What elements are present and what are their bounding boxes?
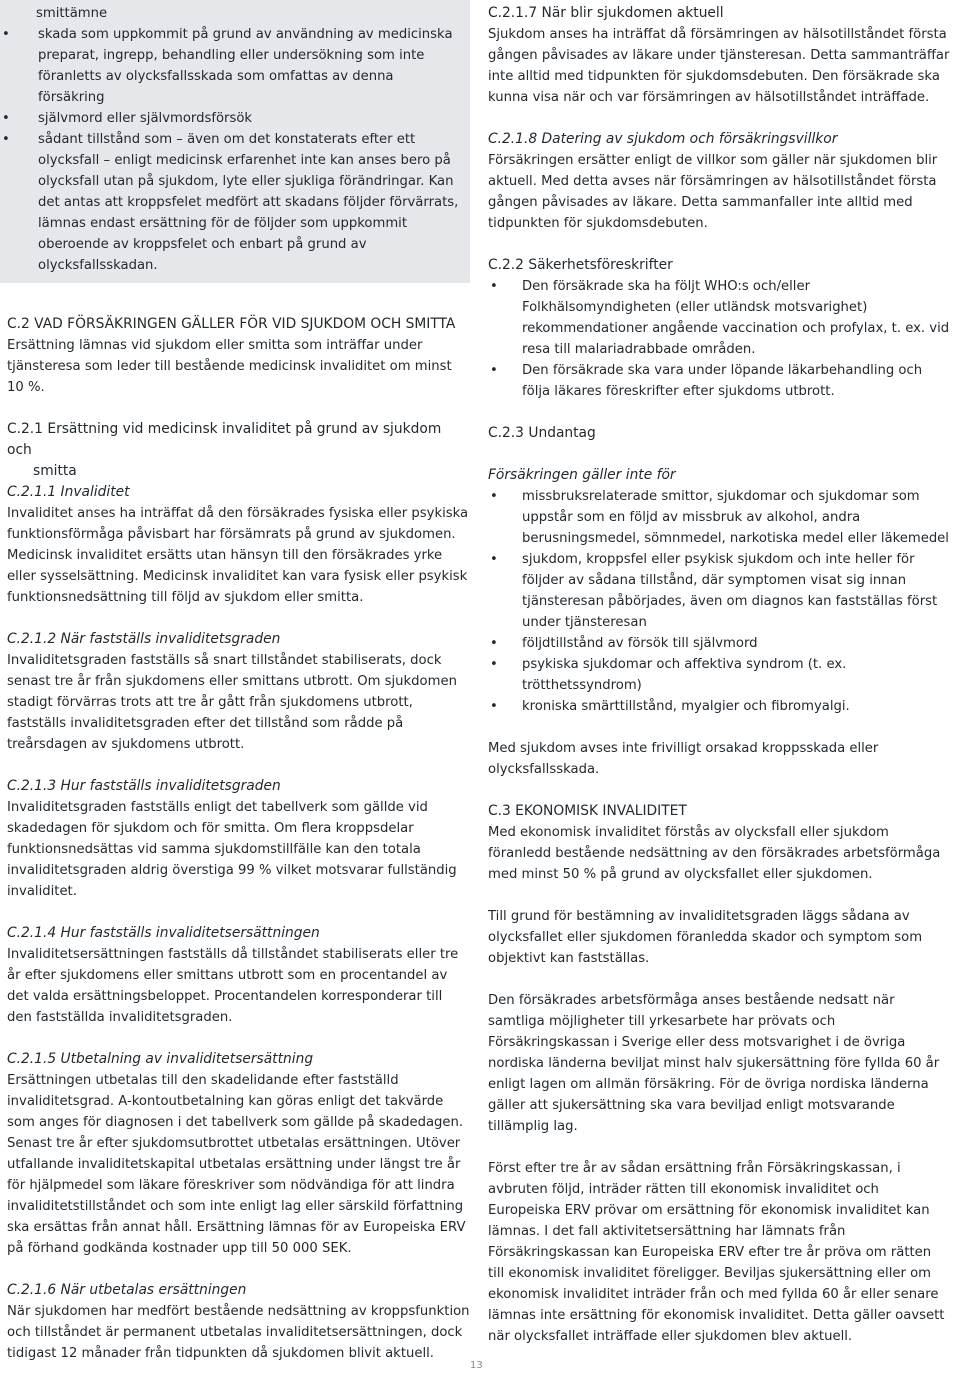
section-heading-c215: C.2.1.5 Utbetalning av invaliditetsersättning — [7, 1051, 314, 1067]
section-text-c217: Sjukdom anses ha inträffat då försämringen av hälsotillståndet första gången påvisades av läkare under tjänsteresan. Detta sammanträffar inte alltid med tidpunkten för sjukdomsdebuten. Den försäkrade ska kunna visa när och var försämringen av hälsotillståndet inträffade. — [488, 27, 950, 105]
list-item: • Den försäkrade ska ha följt WHO:s och/eller Folkhälsomyndigheten (eller utländsk motsvarighet) rekommendationer angående vaccination och profylax, t. ex. vid resa till malariadrabbade områden. — [488, 276, 950, 360]
list-item: • skada som uppkommit på grund av användning av medicinska preparat, ingrepp, behandling eller undersökning som inte föranletts av olycksfallsskada som omfattas av denna försäkring — [8, 24, 462, 108]
section-heading-c212: C.2.1.2 När fastställs invaliditetsgraden — [7, 631, 281, 647]
list-item: • sådant tillstånd som – även om det konstaterats efter ett olycksfall – enligt medicinsk erfarenhet inte kan anses bero på olycksfall utan på sjukdom, lyte eller sjukliga förändringar. Kan det antas att kroppsfelet medfört att skadans följder förvärrats, lämnas endast ersättning för de följder som uppkommit oberoende av kroppsfelet och enbart på grund av olycksfallsskadan. — [8, 129, 462, 276]
list-item: • självmord eller självmordsförsök — [8, 108, 462, 129]
left-column — [0, 0, 470, 1364]
section-text-c218: Försäkringen ersätter enligt de villkor som gäller när sjukdomen blir aktuell. Med detta avses när försämringen av hälsotillståndet första gången påvisades av läkare. Detta sammanfaller inte alltid med tidpunkten för sjukdomsdebuten. — [488, 153, 938, 231]
section-text-c216: När sjukdomen har medfört bestående nedsättning av kroppsfunktion och tillståndet är permanent utbetalas invaliditetsersättningen, dock tidigast 12 månader från tidpunkten då sjukdomen blivit aktuell. — [7, 1304, 470, 1361]
section-text-c2: Ersättning lämnas vid sjukdom eller smitta som inträffar under tjänsteresa som leder till bestående medicinsk invaliditet om minst 10 %. — [7, 338, 452, 395]
section-text-c212: Invaliditetsgraden fastställs så snart tillståndet stabiliserats, dock senast tre år från sjukdomens eller smittans utbrott. Om sjukdomen stadigt förvärras trots att tre år gått från sjukdomens utbrott, fastställs invaliditetsgraden efter det tillstånd som rådde på treårsdagen av sjukdomens utbrott. — [7, 653, 457, 752]
section-text-c3-p3: Den försäkrades arbetsförmåga anses bestående nedsatt när samtliga möjligheter till yrkesarbete har prövats och Försäkringskassan i Sverige eller dess motsvarighet i de övriga nordiska länderna beviljat minst halv sjukersättning före fyllda 60 år enligt lagen om allmän försäkring. För de övriga nordiska länderna gäller att sjukersättning ska vara beviljad enligt motsvarande tillämplig lag. — [488, 993, 940, 1134]
section-heading-c21: C.2.1 Ersättning vid medicinsk invaliditet på grund av sjukdom och — [7, 421, 442, 458]
exclusions-box — [0, 0, 470, 283]
section-heading-c3: C.3 EKONOMISK INVALIDITET — [488, 803, 687, 819]
section-text-c3-p1: Med ekonomisk invaliditet förstås av olycksfall eller sjukdom föranledd bestående nedsättning av den försäkrades arbetsförmåga med minst 50 % på grund av olycksfallet eller sjukdomen. — [488, 825, 941, 882]
section-heading-c217: C.2.1.7 När blir sjukdomen aktuell — [488, 5, 724, 21]
list-item: • sjukdom, kroppsfel eller psykisk sjukdom och inte heller för följder av sådana tillstånd, där symptomen visat sig innan tjänsteresan påbörjades, även om diagnos kan fastställas först under tjänsteresan — [488, 549, 950, 633]
left-content — [0, 314, 470, 1364]
list-item: • följdtillstånd av försök till självmord — [488, 633, 950, 654]
section-text-c215: Ersättningen utbetalas till den skadelidande efter fastställd invaliditetsgrad. A-kontoutbetalning kan göras enligt det takvärde som anges för diagnosen i det tabellverk som gällde på skadedagen. Senast tre år efter sjukdomsutbrottet utbetalas ersättningen. Utöver utfallande invaliditetskapital utbetalas ersättning under längst tre år för hjälpmedel som läkare föreskriver som nödvändiga för att lindra invaliditetstillståndet och som inte enligt lag eller särskild författning ska ersättas från annat håll. Ersättning lämnas för av Europeiska ERV på förhand godkända kostnader upp till 50 000 SEK. — [7, 1073, 466, 1256]
section-heading-c216: C.2.1.6 När utbetalas ersättningen — [7, 1282, 247, 1298]
exclusions-list — [8, 24, 462, 276]
right-content — [488, 0, 950, 1347]
section-text-c214: Invaliditetsersättningen fastställs då tillståndet stabiliserats eller tre år efter sjukdomens eller smittans utbrott som en procentandel av det valda ersättningsbeloppet. Procentandelen korresponderar till den fastställda invaliditetsgraden. — [7, 947, 459, 1025]
list-item: • missbruksrelaterade smittor, sjukdomar och sjukdomar som uppstår som en följd av missbruk av alkohol, andra berusningsmedel, sömnmedel, narkotiska medel eller läkemedel — [488, 486, 950, 549]
list-item: • kroniska smärttillstånd, myalgier och fibromyalgi. — [488, 696, 950, 717]
section-subheading-c23: Försäkringen gäller inte för — [488, 467, 676, 483]
section-heading-c2: C.2 VAD FÖRSÄKRINGEN GÄLLER FÖR VID SJUKDOM OCH SMITTA — [7, 316, 456, 332]
section-heading-c211: C.2.1.1 Invaliditet — [7, 484, 130, 500]
box-lead: smittämne — [36, 6, 108, 21]
exceptions-list — [488, 486, 950, 717]
list-item: • Den försäkrade ska vara under löpande läkarbehandling och följa läkares föreskrifter efter sjukdoms utbrott. — [488, 360, 950, 402]
section-heading-c213: C.2.1.3 Hur fastställs invaliditetsgraden — [7, 778, 281, 794]
section-text-c213: Invaliditetsgraden fastställs enligt det tabellverk som gällde vid skadedagen för sjukdom och för smitta. Om flera kroppsdelar funktionsnedsättas vid samma sjukdomstillfälle kan den totala invaliditetsgraden aldrig överstiga 99 % vilket motsvarar fullständig invaliditet. — [7, 800, 457, 899]
list-item: • psykiska sjukdomar och affektiva syndrom (t. ex. trötthetssyndrom) — [488, 654, 950, 696]
section-heading-c21-cont: smitta — [33, 463, 77, 479]
section-heading-c22: C.2.2 Säkerhetsföreskrifter — [488, 257, 673, 273]
right-column — [488, 0, 950, 1347]
page-number: 13 — [470, 1360, 483, 1371]
section-heading-c214: C.2.1.4 Hur fastställs invaliditetsersättningen — [7, 925, 320, 941]
section-text-c211: Invaliditet anses ha inträffat då den försäkrades fysiska eller psykiska funktionsförmåga påvisbart har försämrats på grund av sjukdomen. Medicinsk invaliditet ersätts utan hänsyn till den försäkrades yrke eller sysselsättning. Medicinsk invaliditet kan vara fysisk eller psykisk funktionsnedsättning till följd av sjukdom eller smitta. — [7, 506, 469, 605]
section-text-c3-p2: Till grund för bestämning av invaliditetsgraden läggs sådana av olycksfallet eller sjukdomen föranledda skador och symptom som objektivt kan fastställas. — [488, 909, 923, 966]
section-text-c3-p4: Först efter tre år av sådan ersättning från Försäkringskassan, i avbruten följd, inträder rätten till ekonomisk invaliditet och Europeiska ERV prövar om ersättning för ekonomisk invaliditet kan lämnas. I det fall aktivitetsersättning har lämnats från Försäkringskassan kan Europeiska ERV efter tre år pröva om rätten till ekonomisk invaliditet föreligger. Beviljas sjukersättning eller om ekonomisk invaliditet inträder från och med fyllda 60 år eller senare lämnas inte ersättning för ekonomisk invaliditet. Detta gäller oavsett när olycksfallet inträffade eller sjukdomen blev aktuell. — [488, 1161, 945, 1344]
safety-list — [488, 276, 950, 402]
section-heading-c218: C.2.1.8 Datering av sjukdom och försäkringsvillkor — [488, 131, 838, 147]
section-heading-c23: C.2.3 Undantag — [488, 425, 596, 441]
section-text-c23: Med sjukdom avses inte frivilligt orsakad kroppsskada eller olycksfallsskada. — [488, 741, 879, 777]
